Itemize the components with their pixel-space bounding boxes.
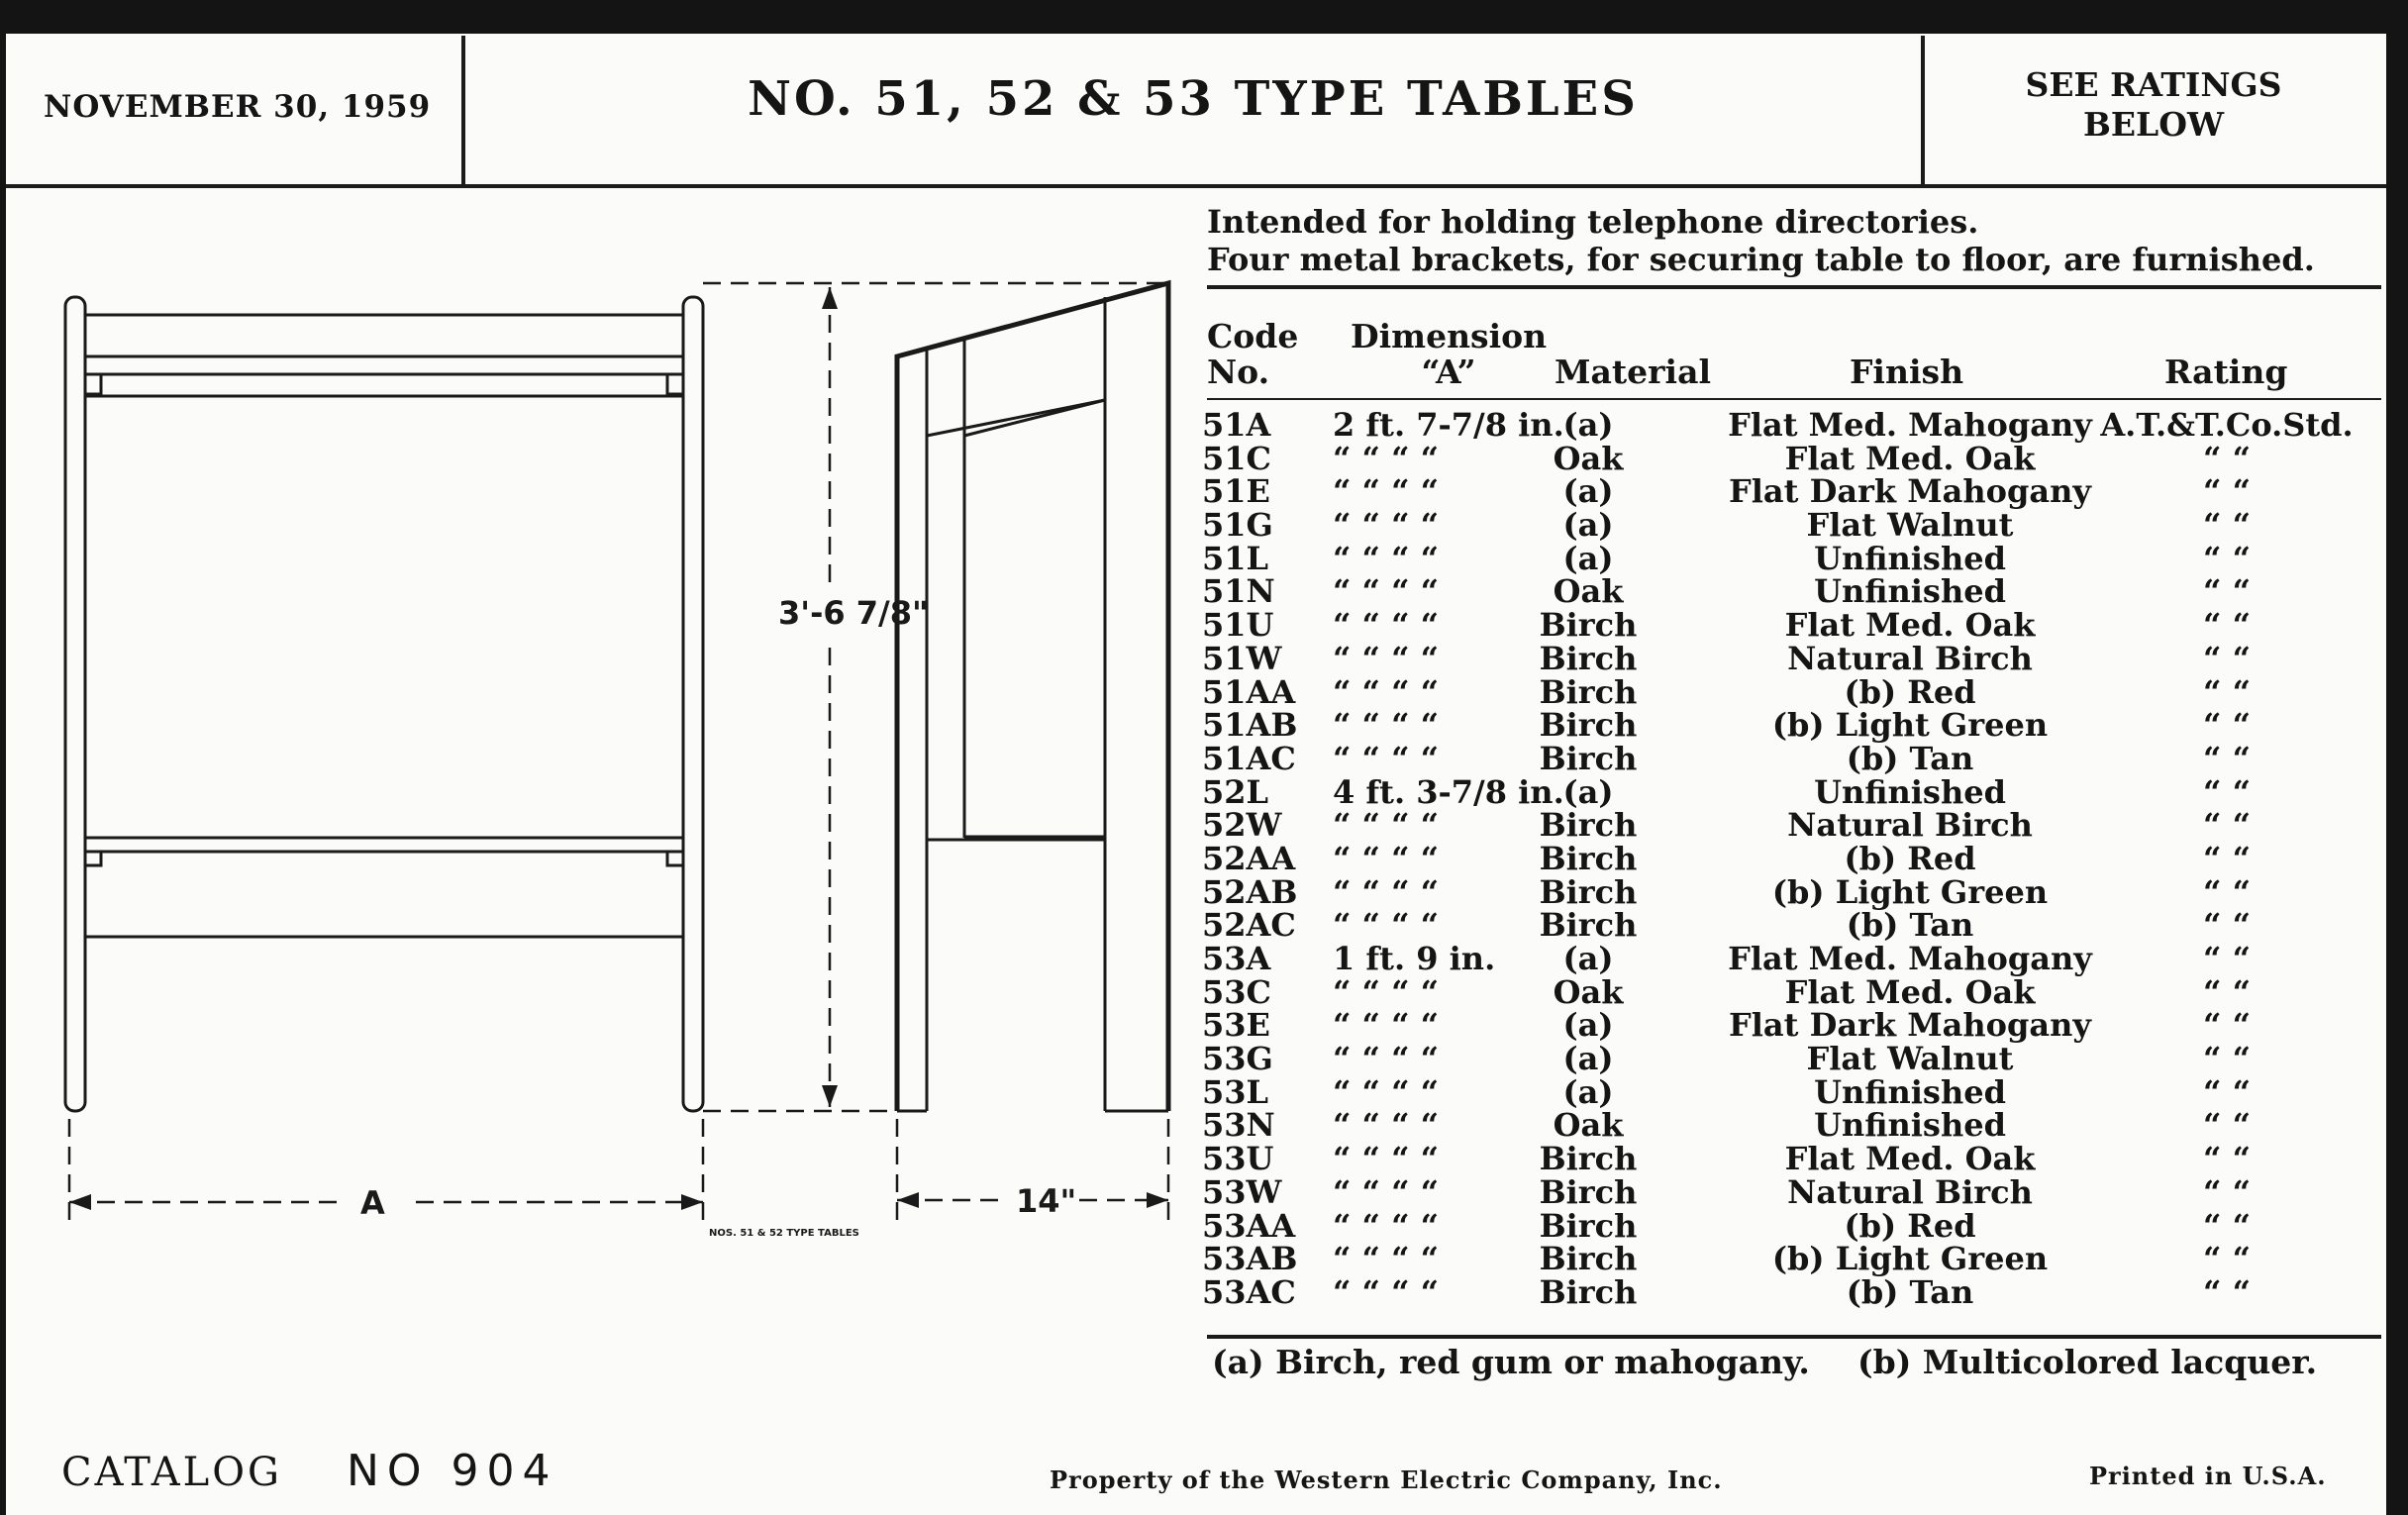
cell-rating: “ “ xyxy=(2203,806,2251,845)
cell-finish: Flat Med. Mahogany xyxy=(1728,940,2092,977)
cell-material: Birch xyxy=(1539,706,1638,745)
cell-dimension: “ “ “ “ xyxy=(1333,806,1440,845)
cell-material: (a) xyxy=(1562,940,1614,977)
cell-rating: “ “ xyxy=(2203,1140,2251,1178)
table-row xyxy=(1202,772,2380,811)
cell-finish: (b) Tan xyxy=(1846,739,1974,777)
cell-dimension: “ “ “ “ xyxy=(1333,1172,1440,1211)
table-row xyxy=(1202,1140,2380,1178)
cell-material: Oak xyxy=(1553,1106,1624,1145)
footer-printed: Printed in U.S.A. xyxy=(2089,1462,2327,1490)
column-head-rule xyxy=(1207,398,2381,400)
cell-finish: Unfinished xyxy=(1814,539,2006,577)
table-row xyxy=(1202,672,2380,711)
cell-rating: “ “ xyxy=(2203,639,2251,677)
table-row xyxy=(1202,942,2380,975)
height-dimension-label: 3'-6 7/8" xyxy=(778,594,929,632)
cell-material: Birch xyxy=(1539,839,1638,877)
cell-material: (a) xyxy=(1562,406,1614,444)
cell-material: Birch xyxy=(1539,1172,1638,1211)
table-row xyxy=(1202,839,2380,877)
col-head-rating: Rating xyxy=(2164,353,2288,391)
cell-dimension: “ “ “ “ xyxy=(1333,472,1440,511)
cell-material: (a) xyxy=(1562,772,1614,811)
table-row xyxy=(1202,1006,2380,1045)
cell-rating: “ “ xyxy=(2203,1240,2251,1278)
table-row xyxy=(1202,1040,2380,1078)
table-row xyxy=(1202,706,2380,745)
cell-rating: “ “ xyxy=(2203,1206,2251,1245)
cell-finish: Unfinished xyxy=(1814,772,2006,811)
header-rating-line1: SEE RATINGS xyxy=(2025,65,2282,104)
cell-finish: Natural Birch xyxy=(1787,1172,2033,1211)
col-head-code-line2: No. xyxy=(1207,353,1270,391)
table-row xyxy=(1202,806,2380,845)
col-head-code xyxy=(1207,319,1298,390)
cell-rating: “ “ xyxy=(2203,439,2251,477)
cell-dimension: 2 ft. 7-7/8 in. xyxy=(1333,406,1564,444)
cell-code: 53A xyxy=(1202,940,1271,977)
col-head-dimension xyxy=(1351,319,1547,390)
cell-code: 52W xyxy=(1202,806,1282,845)
table-row xyxy=(1202,606,2380,645)
header-rating-note xyxy=(1926,65,2381,145)
col-head-dimension-line1: Dimension xyxy=(1351,317,1548,355)
front-view xyxy=(65,297,703,1111)
cell-code: 51L xyxy=(1202,539,1269,577)
cell-rating: “ “ xyxy=(2203,506,2251,545)
cell-code: 53G xyxy=(1202,1040,1273,1078)
cell-finish: Flat Med. Oak xyxy=(1784,972,2036,1011)
cell-material: (a) xyxy=(1562,1040,1614,1078)
table-row xyxy=(1202,872,2380,911)
col-head-dimension-line2: “A” xyxy=(1421,353,1476,391)
cell-dimension: “ “ “ “ xyxy=(1333,1006,1440,1045)
cell-finish: (b) Red xyxy=(1844,839,1976,877)
cell-code: 53AA xyxy=(1202,1206,1296,1245)
cell-dimension: “ “ “ “ xyxy=(1333,1140,1440,1178)
cell-dimension: “ “ “ “ xyxy=(1333,706,1440,745)
cell-code: 51AA xyxy=(1202,672,1296,711)
cell-rating: “ “ xyxy=(2203,839,2251,877)
cell-dimension: “ “ “ “ xyxy=(1333,506,1440,545)
cell-rating: “ “ xyxy=(2203,672,2251,711)
cell-finish: Flat Walnut xyxy=(1806,1040,2014,1078)
cell-rating: “ “ xyxy=(2203,1272,2251,1311)
footer-catalog-number: NO 904 xyxy=(347,1446,558,1496)
cell-finish: (b) Tan xyxy=(1846,1272,1974,1311)
cell-dimension: “ “ “ “ xyxy=(1333,1106,1440,1145)
cell-dimension: “ “ “ “ xyxy=(1333,906,1440,945)
cell-finish: Flat Med. Oak xyxy=(1784,439,2036,477)
cell-finish: Natural Birch xyxy=(1787,639,2033,677)
cell-material: Birch xyxy=(1539,606,1638,645)
table-row xyxy=(1202,439,2380,477)
cell-material: Birch xyxy=(1539,1272,1638,1311)
cell-code: 51AC xyxy=(1202,739,1296,777)
cell-code: 51G xyxy=(1202,506,1273,545)
cell-code: 53L xyxy=(1202,1072,1269,1111)
cell-finish: Flat Med. Oak xyxy=(1784,606,2036,645)
cell-material: Birch xyxy=(1539,672,1638,711)
cell-rating: “ “ xyxy=(2203,572,2251,611)
table-row xyxy=(1202,1106,2380,1145)
col-head-finish: Finish xyxy=(1850,353,1964,391)
cell-dimension: “ “ “ “ xyxy=(1333,872,1440,911)
cell-code: 51C xyxy=(1202,439,1271,477)
cell-finish: (b) Light Green xyxy=(1771,872,2049,911)
table-row xyxy=(1202,506,2380,545)
cell-rating: “ “ xyxy=(2203,472,2251,511)
cell-material: Oak xyxy=(1553,972,1624,1011)
cell-code: 52L xyxy=(1202,772,1269,811)
table-row xyxy=(1202,972,2380,1011)
cell-finish: Flat Dark Mahogany xyxy=(1729,1006,2091,1045)
table-drawing xyxy=(0,0,1198,1277)
cell-dimension: “ “ “ “ xyxy=(1333,639,1440,677)
intro-text xyxy=(1207,203,2395,278)
cell-material: Oak xyxy=(1553,439,1624,477)
cell-finish: (b) Light Green xyxy=(1771,1240,2049,1278)
table-row xyxy=(1202,539,2380,577)
cell-dimension: 4 ft. 3-7/8 in. xyxy=(1333,772,1564,811)
cell-finish: Unfinished xyxy=(1814,572,2006,611)
table-row xyxy=(1202,408,2380,442)
cell-rating: “ “ xyxy=(2203,1072,2251,1111)
cell-rating: “ “ xyxy=(2203,906,2251,945)
cell-rating: “ “ xyxy=(2203,1006,2251,1045)
table-body xyxy=(1202,408,2380,1309)
cell-code: 52AA xyxy=(1202,839,1296,877)
cell-material: Birch xyxy=(1539,906,1638,945)
cell-dimension: “ “ “ “ xyxy=(1333,1040,1440,1078)
cell-dimension: “ “ “ “ xyxy=(1333,672,1440,711)
cell-code: 51N xyxy=(1202,572,1275,611)
col-head-code-line1: Code xyxy=(1207,317,1299,355)
depth-dimension-label: 14" xyxy=(1016,1182,1077,1220)
cell-material: (a) xyxy=(1562,472,1614,511)
table-row xyxy=(1202,1272,2380,1311)
cell-material: Birch xyxy=(1539,739,1638,777)
page-title: NO. 51, 52 & 53 TYPE TABLES xyxy=(748,71,1639,127)
table-row xyxy=(1202,472,2380,511)
cell-dimension: “ “ “ “ xyxy=(1333,1240,1440,1278)
table-row xyxy=(1202,906,2380,945)
cell-material: Birch xyxy=(1539,1206,1638,1245)
footer-catalog: CATALOG xyxy=(61,1450,282,1495)
cell-rating: “ “ xyxy=(2203,1106,2251,1145)
cell-dimension: “ “ “ “ xyxy=(1333,572,1440,611)
intro-line2: Four metal brackets, for securing table to floor, are furnished. xyxy=(1207,241,2315,278)
cell-dimension: “ “ “ “ xyxy=(1333,1206,1440,1245)
table-row xyxy=(1202,1240,2380,1278)
cell-material: Birch xyxy=(1539,1240,1638,1278)
table-row xyxy=(1202,572,2380,611)
cell-code: 51W xyxy=(1202,639,1282,677)
cell-rating: “ “ xyxy=(2203,772,2251,811)
header-divider-right xyxy=(1921,36,1925,184)
cell-code: 51U xyxy=(1202,606,1274,645)
cell-finish: (b) Tan xyxy=(1846,906,1974,945)
cell-material: Birch xyxy=(1539,1140,1638,1178)
drawing-caption: NOS. 51 & 52 TYPE TABLES xyxy=(709,1228,859,1239)
header-rating-line2: BELOW xyxy=(2082,105,2225,144)
cell-code: 53W xyxy=(1202,1172,1282,1211)
cell-dimension: “ “ “ “ xyxy=(1333,839,1440,877)
cell-rating: “ “ xyxy=(2203,1172,2251,1211)
cell-rating: “ “ xyxy=(2203,940,2251,977)
cell-finish: Unfinished xyxy=(1814,1072,2006,1111)
header-date: NOVEMBER 30, 1959 xyxy=(44,89,432,125)
cell-rating: “ “ xyxy=(2203,739,2251,777)
cell-finish: (b) Light Green xyxy=(1771,706,2049,745)
cell-dimension: “ “ “ “ xyxy=(1333,739,1440,777)
cell-material: Birch xyxy=(1539,806,1638,845)
cell-rating: A.T.&T.Co.Std. xyxy=(2100,406,2354,444)
cell-code: 52AB xyxy=(1202,872,1298,911)
cell-rating: “ “ xyxy=(2203,972,2251,1011)
cell-finish: Flat Med. Oak xyxy=(1784,1140,2036,1178)
cell-rating: “ “ xyxy=(2203,606,2251,645)
cell-rating: “ “ xyxy=(2203,706,2251,745)
cell-material: (a) xyxy=(1562,506,1614,545)
cell-code: 52AC xyxy=(1202,906,1296,945)
cell-material: Oak xyxy=(1553,572,1624,611)
cell-code: 51AB xyxy=(1202,706,1298,745)
cell-code: 53AC xyxy=(1202,1272,1296,1311)
table-bottom-rule xyxy=(1207,1335,2381,1339)
intro-line1: Intended for holding telephone directories. xyxy=(1207,203,1979,241)
cell-finish: Flat Dark Mahogany xyxy=(1729,472,2091,511)
cell-code: 51A xyxy=(1202,406,1271,444)
cell-code: 53C xyxy=(1202,972,1271,1011)
cell-finish: (b) Red xyxy=(1844,672,1976,711)
cell-dimension: “ “ “ “ xyxy=(1333,439,1440,477)
cell-dimension: “ “ “ “ xyxy=(1333,606,1440,645)
intro-rule xyxy=(1207,285,2381,289)
cell-rating: “ “ xyxy=(2203,539,2251,577)
cell-dimension: “ “ “ “ xyxy=(1333,1272,1440,1311)
cell-dimension: 1 ft. 9 in. xyxy=(1333,940,1496,977)
cell-finish: Flat Walnut xyxy=(1806,506,2014,545)
cell-material: (a) xyxy=(1562,539,1614,577)
cell-dimension: “ “ “ “ xyxy=(1333,1072,1440,1111)
cell-material: Birch xyxy=(1539,872,1638,911)
cell-finish: Flat Med. Mahogany xyxy=(1728,406,2092,444)
cell-material: Birch xyxy=(1539,639,1638,677)
cell-finish: Unfinished xyxy=(1814,1106,2006,1145)
cell-code: 53U xyxy=(1202,1140,1274,1178)
table-row xyxy=(1202,1072,2380,1111)
cell-material: (a) xyxy=(1562,1006,1614,1045)
note-a: (a) Birch, red gum or mahogany. xyxy=(1212,1343,1810,1381)
table-row xyxy=(1202,639,2380,677)
cell-material: (a) xyxy=(1562,1072,1614,1111)
dimension-lines xyxy=(69,283,1168,1220)
cell-code: 53N xyxy=(1202,1106,1275,1145)
cell-finish: (b) Red xyxy=(1844,1206,1976,1245)
note-b: (b) Multicolored lacquer. xyxy=(1857,1343,2318,1381)
cell-finish: Natural Birch xyxy=(1787,806,2033,845)
cell-rating: “ “ xyxy=(2203,872,2251,911)
cell-rating: “ “ xyxy=(2203,1040,2251,1078)
table-row xyxy=(1202,1206,2380,1245)
cell-code: 51E xyxy=(1202,472,1270,511)
table-row xyxy=(1202,1172,2380,1211)
cell-code: 53AB xyxy=(1202,1240,1298,1278)
cell-dimension: “ “ “ “ xyxy=(1333,539,1440,577)
table-row xyxy=(1202,739,2380,777)
col-head-material: Material xyxy=(1555,353,1711,391)
cell-dimension: “ “ “ “ xyxy=(1333,972,1440,1011)
footer-property: Property of the Western Electric Company, Inc. xyxy=(1050,1465,1723,1494)
width-dimension-label: A xyxy=(360,1184,385,1222)
cell-code: 53E xyxy=(1202,1006,1270,1045)
side-view xyxy=(897,283,1168,1111)
